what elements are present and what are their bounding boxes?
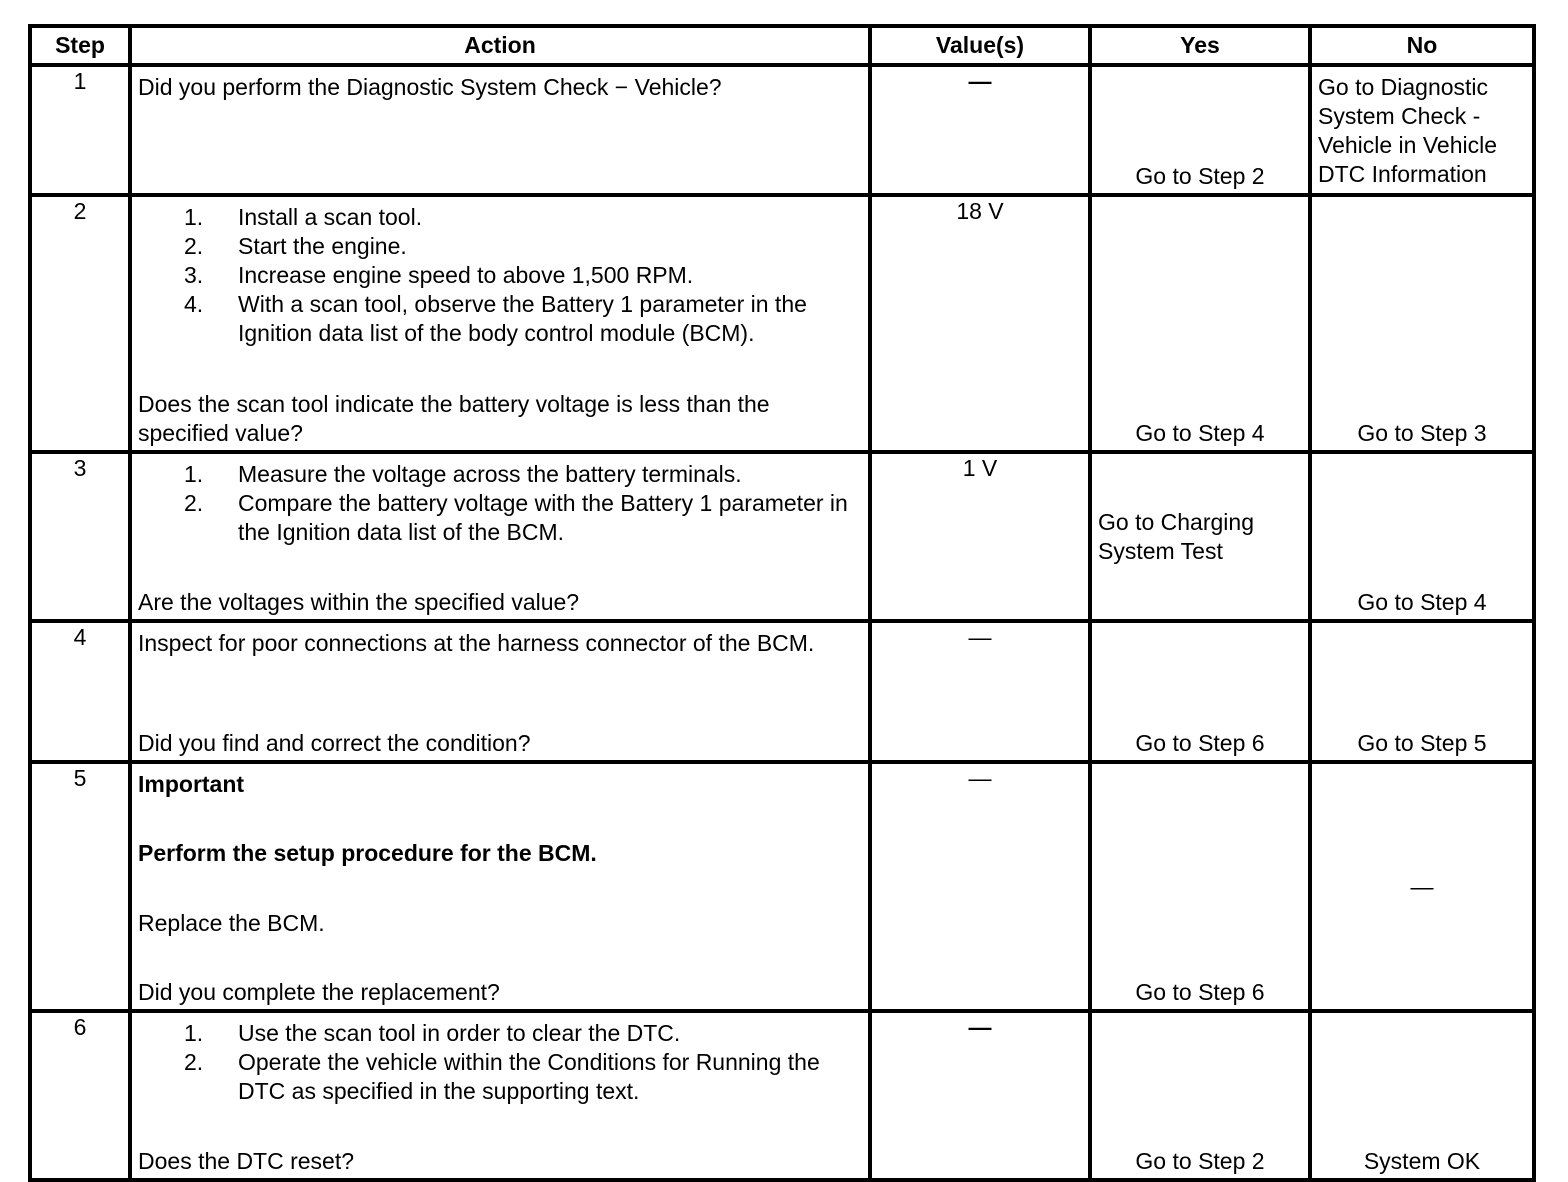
no-link[interactable]: Go to Step 5 xyxy=(1357,730,1487,756)
table-row xyxy=(30,621,1534,762)
no-cell xyxy=(1310,621,1534,762)
yes-link[interactable]: Go to Step 4 xyxy=(1135,420,1265,446)
list-item: 1. Measure the voltage across the battery terminals. xyxy=(184,461,742,487)
no-value: — xyxy=(1410,873,1434,899)
yes-cell xyxy=(1090,195,1310,452)
value-text: — xyxy=(968,1014,992,1040)
table-row xyxy=(30,195,1534,452)
header-yes: Yes xyxy=(1090,26,1310,65)
action-cell xyxy=(130,452,870,621)
action-question: Does the DTC reset? xyxy=(138,1148,355,1174)
table-header-row xyxy=(30,26,1534,65)
step-number: 2 xyxy=(30,195,130,452)
action-cell xyxy=(130,65,870,195)
action-cell xyxy=(130,762,870,1011)
action-steps-list xyxy=(138,460,862,547)
yes-link[interactable]: Go to Charging System Test xyxy=(1098,508,1254,564)
action-cell xyxy=(130,1011,870,1180)
header-values: Value(s) xyxy=(870,26,1090,65)
no-link[interactable]: System OK xyxy=(1363,1148,1481,1174)
action-intro: Did you perform the Diagnostic System Check − Vehicle? xyxy=(138,74,722,100)
step-number: 3 xyxy=(30,452,130,621)
value-cell: — xyxy=(870,621,1090,762)
step-number: 4 xyxy=(30,621,130,762)
value-text: — xyxy=(968,68,992,94)
list-item: 2. Start the engine. xyxy=(184,233,407,259)
no-link[interactable]: Go to Diagnostic System Check - Vehicle in Vehicle DTC Information xyxy=(1318,74,1498,187)
no-cell xyxy=(1310,762,1534,1011)
value-cell: — xyxy=(870,762,1090,1011)
action-cell xyxy=(130,195,870,452)
yes-link[interactable]: Go to Step 6 xyxy=(1135,979,1265,1005)
value-cell xyxy=(870,65,1090,195)
no-cell xyxy=(1310,195,1534,452)
yes-cell xyxy=(1090,452,1310,621)
yes-cell xyxy=(1090,762,1310,1011)
action-cell xyxy=(130,621,870,762)
list-item: 2. Operate the vehicle within the Conditions for Running the DTC as specified in the supporting text. xyxy=(184,1049,820,1104)
action-steps-list xyxy=(138,203,862,348)
action-question: Did you complete the replacement? xyxy=(138,978,500,1005)
table-row xyxy=(30,452,1534,621)
list-item: 1. Use the scan tool in order to clear the DTC. xyxy=(184,1020,681,1046)
important-text: Perform the setup procedure for the BCM. xyxy=(138,840,597,867)
value-cell: 18 V xyxy=(870,195,1090,452)
header-action: Action xyxy=(130,26,870,65)
yes-link[interactable]: Go to Step 2 xyxy=(1135,1148,1265,1174)
table-row xyxy=(30,65,1534,195)
no-link[interactable]: Go to Step 3 xyxy=(1357,420,1487,446)
list-item: 4. With a scan tool, observe the Battery 1 parameter in the Ignition data list of the body control module (BCM). xyxy=(184,291,807,346)
list-item: 3. Increase engine speed to above 1,500 RPM. xyxy=(184,262,694,288)
yes-cell xyxy=(1090,621,1310,762)
table-row xyxy=(30,1011,1534,1180)
diagnostic-table xyxy=(28,24,1536,1182)
yes-link[interactable]: Go to Step 2 xyxy=(1135,163,1265,189)
no-cell xyxy=(1310,1011,1534,1180)
step-number: 5 xyxy=(30,762,130,1011)
action-question: Does the scan tool indicate the battery voltage is less than the specified value? xyxy=(138,391,770,446)
action-instruction: Replace the BCM. xyxy=(138,909,325,936)
yes-cell xyxy=(1090,65,1310,195)
header-no: No xyxy=(1310,26,1534,65)
table-row xyxy=(30,762,1534,1011)
no-link[interactable]: Go to Step 4 xyxy=(1357,589,1487,615)
action-question: Are the voltages within the specified value? xyxy=(138,589,580,615)
value-cell xyxy=(870,1011,1090,1180)
action-question: Did you find and correct the condition? xyxy=(138,730,531,756)
value-cell: 1 V xyxy=(870,452,1090,621)
no-cell xyxy=(1310,452,1534,621)
step-number: 1 xyxy=(30,65,130,195)
action-steps-list xyxy=(138,1019,862,1106)
header-step: Step xyxy=(30,26,130,65)
yes-cell xyxy=(1090,1011,1310,1180)
action-intro: Inspect for poor connections at the harness connector of the BCM. xyxy=(138,630,815,656)
step-number: 6 xyxy=(30,1011,130,1180)
list-item: 2. Compare the battery voltage with the Battery 1 parameter in the Ignition data list of the BCM. xyxy=(184,490,848,545)
list-item: 1. Install a scan tool. xyxy=(184,204,423,230)
no-cell xyxy=(1310,65,1534,195)
yes-link[interactable]: Go to Step 6 xyxy=(1135,730,1265,756)
important-label: Important xyxy=(138,771,245,797)
